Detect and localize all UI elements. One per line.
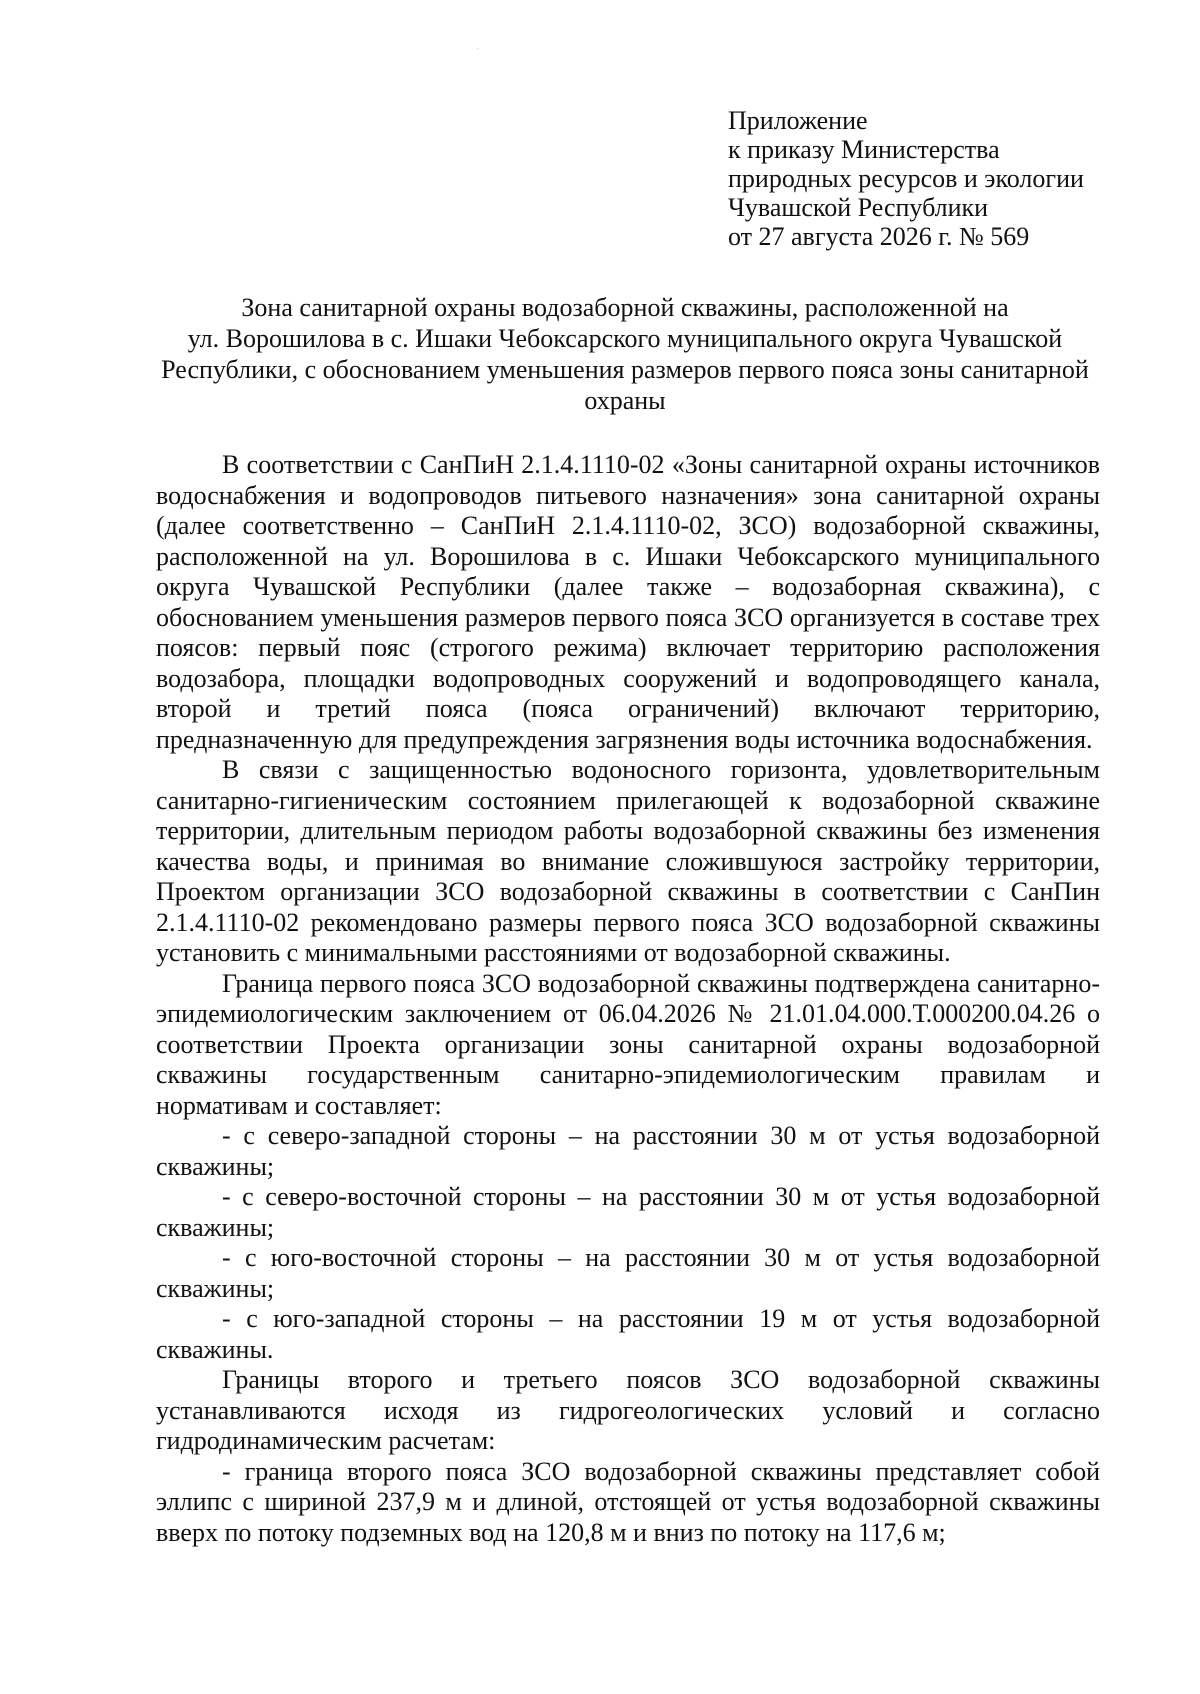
attachment-line: Чувашской Республики [728,193,989,222]
scan-speck: · [476,44,480,55]
paragraph-justification: В связи с защищенностью водоносного горизонта, удовлетворительным санитарно-гигиеническим состоянием прилегающей к водозаборной скважине территории, длительным периодом работы водозаборной скважины без изменения качества воды, и принимая во внимание сложившуюся застройку территории, Проектом организации ЗСО водозаборной скважины в соответствии с СанПин 2.1.4.1110-02 рекомендовано размеры первого пояса ЗСО водозаборной скважины установить с минимальными расстояниями от водозаборной скважины. [156,755,1100,967]
paragraph-first-zone: Граница первого пояса ЗСО водозаборной скважины подтверждена санитарно-эпидемиологическим заключением от 06.04.2026 № 21.01.04.000.Т.000200.04.26 о соответствии Проекта организации зоны санитарной охраны водозаборной скважины государственным санитарно-эпидемиологическим правилам и нормативам и составляет: [156,968,1100,1120]
paragraph-intro: В соответствии с СанПиН 2.1.4.1110-02 «Зоны санитарной охраны источников водоснабжения и водопроводов питьевого назначения» зона санитарной охраны (далее соответственно – СанПиН 2.1.4.1110-02, ЗСО) водозаборной скважины, расположенной на ул. Ворошилова в с. Ишаки Чебоксарского муниципального округа Чувашской Республики (далее также – водозаборная скважина), с обоснованием уменьшения размеров первого пояса ЗСО организуется в составе трех поясов: первый пояс (строгого режима) включает территорию расположения водозабора, площадки водопроводных сооружений и водопроводящего канала, второй и третий пояса (пояса ограничений) включают территорию, предназначенную для предупреждения загрязнения воды источника водоснабжения. [156,450,1100,754]
list-item-southwest: - с юго-западной стороны – на расстоянии 19 м от устья водозаборной скважины. [156,1304,1100,1364]
attachment-line: от 27 августа 2026 г. № 569 [728,222,1030,251]
attachment-line: Приложение [728,106,868,135]
list-item-southeast: - с юго-восточной стороны – на расстоянии 30 м от устья водозаборной скважины; [156,1243,1100,1303]
title-line: охраны [584,386,666,415]
document-body [156,450,1100,1548]
list-item-northwest: - с северо-западной стороны – на расстоянии 30 м от устья водозаборной скважины; [156,1121,1100,1181]
attachment-block [728,106,1128,251]
list-item-northeast: - с северо-восточной стороны – на расстоянии 30 м от устья водозаборной скважины; [156,1182,1100,1242]
attachment-line: к приказу Министерства [728,135,1000,164]
title-line: Республики, с обоснованием уменьшения размеров первого пояса зоны санитарной [161,355,1089,384]
title-line: ул. Ворошилова в с. Ишаки Чебоксарского муниципального округа Чувашской [187,324,1063,353]
document-title [150,292,1100,416]
paragraph-second-third-zones: Границы второго и третьего поясов ЗСО водозаборной скважины устанавливаются исходя из гидрогеологических условий и согласно гидродинамическим расчетам: [156,1365,1100,1455]
title-line: Зона санитарной охраны водозаборной скважины, расположенной на [241,293,1009,322]
attachment-line: природных ресурсов и экологии [728,164,1084,193]
list-item-second-zone-boundary: - граница второго пояса ЗСО водозаборной скважины представляет собой эллипс с шириной 237,9 м и длиной, отстоящей от устья водозаборной скважины вверх по потоку подземных вод на 120,8 м и вниз по потоку на 117,6 м; [156,1456,1100,1547]
